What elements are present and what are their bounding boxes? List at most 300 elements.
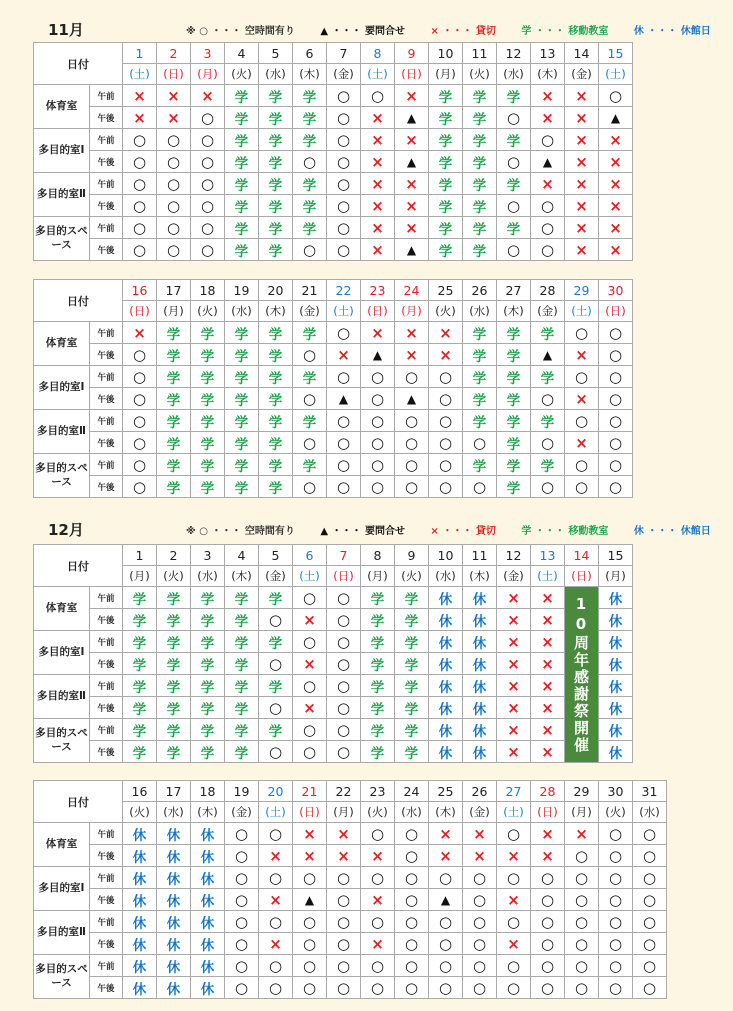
school-mark: 学 <box>540 414 555 431</box>
availability-cell <box>293 955 327 977</box>
availability-cell <box>463 977 497 999</box>
availability-cell <box>259 344 293 366</box>
available-mark: ○ <box>268 610 283 629</box>
period-label: 午前 <box>90 366 123 388</box>
day-of-week: (月) <box>191 64 225 85</box>
availability-cell <box>293 609 327 631</box>
school-mark: 学 <box>370 723 385 740</box>
day-of-week: (日) <box>361 301 395 322</box>
availability-cell <box>157 823 191 845</box>
available-mark: ○ <box>506 152 521 171</box>
availability-cell <box>599 609 633 631</box>
availability-cell <box>259 609 293 631</box>
available-mark: ○ <box>438 934 453 953</box>
school-mark: 学 <box>540 326 555 343</box>
school-mark: 学 <box>268 326 283 343</box>
day-of-week: (木) <box>463 566 497 587</box>
closed-mark: 休 <box>438 657 453 674</box>
availability-cell <box>395 454 429 476</box>
availability-cell <box>429 129 463 151</box>
availability-cell <box>157 587 191 609</box>
availability-cell <box>429 476 463 498</box>
day-of-week: (月) <box>599 566 633 587</box>
availability-cell <box>157 151 191 173</box>
availability-cell <box>599 845 633 867</box>
availability-cell <box>633 911 667 933</box>
availability-cell <box>463 85 497 107</box>
available-mark: ○ <box>608 455 623 474</box>
availability-cell <box>497 631 531 653</box>
available-mark: ○ <box>336 174 351 193</box>
day-number: 15 <box>599 545 633 566</box>
closed-mark: 休 <box>438 723 453 740</box>
legend-available: ※ ○ ・・・ 空時間有り <box>186 526 295 537</box>
school-mark: 学 <box>132 745 147 762</box>
table-row <box>34 173 633 195</box>
table-row <box>34 911 667 933</box>
availability-cell <box>259 85 293 107</box>
school-mark: 学 <box>234 635 249 652</box>
school-mark: 学 <box>200 392 215 409</box>
availability-cell <box>497 719 531 741</box>
inquire-mark: ▲ <box>406 154 417 169</box>
availability-cell <box>395 129 429 151</box>
availability-cell <box>531 366 565 388</box>
room-name: 多目的室Ⅱ <box>34 410 90 454</box>
availability-cell <box>429 933 463 955</box>
day-number: 13 <box>531 43 565 64</box>
day-number: 21 <box>293 781 327 802</box>
school-mark: 学 <box>302 370 317 387</box>
availability-cell <box>191 675 225 697</box>
availability-cell <box>531 129 565 151</box>
school-mark: 学 <box>166 436 181 453</box>
availability-cell <box>327 697 361 719</box>
availability-cell <box>157 741 191 763</box>
table-row <box>34 217 633 239</box>
closed-mark: 休 <box>132 871 147 888</box>
availability-cell <box>191 697 225 719</box>
reserved-mark: × <box>507 654 520 673</box>
school-mark: 学 <box>132 723 147 740</box>
school-mark: 学 <box>268 243 283 260</box>
availability-cell <box>293 719 327 741</box>
availability-cell <box>259 867 293 889</box>
availability-cell <box>429 587 463 609</box>
school-mark: 学 <box>506 458 521 475</box>
availability-cell <box>565 955 599 977</box>
availability-cell <box>361 151 395 173</box>
table-row <box>34 85 633 107</box>
available-mark: ○ <box>132 196 147 215</box>
availability-cell <box>191 631 225 653</box>
available-mark: ○ <box>302 240 317 259</box>
day-number: 7 <box>327 545 361 566</box>
table-row <box>34 955 667 977</box>
available-mark: ○ <box>506 978 521 997</box>
available-mark: ○ <box>268 824 283 843</box>
availability-cell <box>429 845 463 867</box>
availability-cell <box>531 977 565 999</box>
availability-cell <box>123 454 157 476</box>
reserved-mark: × <box>541 86 554 105</box>
availability-cell <box>361 741 395 763</box>
availability-cell <box>259 955 293 977</box>
available-mark: ○ <box>132 455 147 474</box>
availability-cell <box>123 977 157 999</box>
reserved-mark: × <box>541 588 554 607</box>
table-row <box>34 845 667 867</box>
available-mark: ○ <box>336 890 351 909</box>
available-mark: ○ <box>268 868 283 887</box>
availability-cell <box>463 933 497 955</box>
closed-mark: 休 <box>200 915 215 932</box>
availability-cell <box>531 239 565 261</box>
availability-cell <box>225 889 259 911</box>
day-of-week: (金) <box>463 802 497 823</box>
availability-cell <box>123 675 157 697</box>
availability-cell <box>327 631 361 653</box>
availability-cell <box>599 151 633 173</box>
closed-mark: 休 <box>132 849 147 866</box>
availability-cell <box>157 173 191 195</box>
available-mark: ○ <box>574 846 589 865</box>
period-label: 午前 <box>90 129 123 151</box>
availability-cell <box>327 366 361 388</box>
day-of-week: (土) <box>259 802 293 823</box>
school-mark: 学 <box>438 111 453 128</box>
period-label: 午後 <box>90 239 123 261</box>
closed-mark: 休 <box>608 701 623 718</box>
closed-mark: 休 <box>200 981 215 998</box>
day-number: 23 <box>361 280 395 301</box>
room-name: 多目的室Ⅰ <box>34 366 90 410</box>
available-mark: ○ <box>370 978 385 997</box>
availability-cell <box>531 845 565 867</box>
period-label: 午後 <box>90 107 123 129</box>
day-of-week: (水) <box>191 566 225 587</box>
closed-mark: 休 <box>472 613 487 630</box>
available-mark: ○ <box>302 632 317 651</box>
school-mark: 学 <box>472 111 487 128</box>
closed-mark: 休 <box>472 591 487 608</box>
availability-cell <box>463 476 497 498</box>
school-mark: 学 <box>472 370 487 387</box>
school-mark: 学 <box>200 679 215 696</box>
availability-cell <box>395 933 429 955</box>
available-mark: ○ <box>336 152 351 171</box>
school-mark: 学 <box>166 679 181 696</box>
availability-cell <box>259 631 293 653</box>
availability-cell <box>395 322 429 344</box>
school-mark: 学 <box>472 133 487 150</box>
availability-cell <box>531 388 565 410</box>
school-mark: 学 <box>472 414 487 431</box>
available-mark: ○ <box>404 868 419 887</box>
availability-cell <box>361 454 395 476</box>
school-mark: 学 <box>200 591 215 608</box>
availability-cell <box>361 845 395 867</box>
day-of-week: (土) <box>361 64 395 85</box>
closed-mark: 休 <box>166 849 181 866</box>
school-mark: 学 <box>268 414 283 431</box>
availability-cell <box>463 697 497 719</box>
availability-cell <box>599 85 633 107</box>
day-of-week: (火) <box>225 64 259 85</box>
availability-cell <box>429 239 463 261</box>
day-number: 24 <box>395 280 429 301</box>
day-of-week: (土) <box>293 566 327 587</box>
day-number: 19 <box>225 781 259 802</box>
available-mark: ○ <box>336 455 351 474</box>
availability-cell <box>259 107 293 129</box>
available-mark: ○ <box>608 978 623 997</box>
availability-cell <box>531 410 565 432</box>
available-mark: ○ <box>574 455 589 474</box>
availability-cell <box>463 867 497 889</box>
closed-mark: 休 <box>166 915 181 932</box>
available-mark: ○ <box>404 367 419 386</box>
availability-cell <box>191 741 225 763</box>
availability-cell <box>395 823 429 845</box>
school-mark: 学 <box>438 133 453 150</box>
reserved-mark: × <box>303 698 316 717</box>
available-mark: ○ <box>268 978 283 997</box>
available-mark: ○ <box>438 367 453 386</box>
closed-mark: 休 <box>166 827 181 844</box>
availability-cell <box>361 587 395 609</box>
available-mark: ○ <box>404 846 419 865</box>
available-mark: ○ <box>234 846 249 865</box>
school-mark: 学 <box>200 348 215 365</box>
availability-cell <box>429 410 463 432</box>
day-of-week: (土) <box>565 301 599 322</box>
school-mark: 学 <box>234 657 249 674</box>
availability-cell <box>361 889 395 911</box>
reserved-mark: × <box>507 610 520 629</box>
closed-mark: 休 <box>608 613 623 630</box>
day-number: 20 <box>259 280 293 301</box>
day-of-week: (木) <box>293 64 327 85</box>
date-header: 日付 <box>34 781 123 823</box>
day-number: 7 <box>327 43 361 64</box>
day-number: 18 <box>191 280 225 301</box>
available-mark: ○ <box>574 411 589 430</box>
school-mark: 学 <box>166 414 181 431</box>
school-mark: 学 <box>200 480 215 497</box>
reserved-mark: × <box>507 846 520 865</box>
availability-cell <box>633 889 667 911</box>
availability-cell <box>531 344 565 366</box>
available-mark: ○ <box>132 174 147 193</box>
table-row <box>34 653 633 675</box>
availability-cell <box>599 388 633 410</box>
availability-cell <box>361 631 395 653</box>
room-name: 多目的室Ⅱ <box>34 675 90 719</box>
availability-cell <box>395 388 429 410</box>
reserved-mark: × <box>609 152 622 171</box>
available-mark: ○ <box>132 477 147 496</box>
availability-cell <box>429 631 463 653</box>
school-mark: 学 <box>166 723 181 740</box>
availability-cell <box>599 741 633 763</box>
available-mark: ○ <box>370 411 385 430</box>
day-of-week: (日) <box>565 566 599 587</box>
availability-cell <box>531 85 565 107</box>
legend-reserved: × ・・・ 貸切 <box>430 26 496 37</box>
inquire-mark: ▲ <box>406 110 417 125</box>
available-mark: ○ <box>336 978 351 997</box>
availability-cell <box>599 587 633 609</box>
availability-cell <box>463 107 497 129</box>
availability-cell <box>123 889 157 911</box>
period-label: 午前 <box>90 911 123 933</box>
table-row <box>34 476 633 498</box>
available-mark: ○ <box>336 912 351 931</box>
table-row <box>34 366 633 388</box>
reserved-mark: × <box>439 323 452 342</box>
availability-cell <box>429 432 463 454</box>
closed-mark: 休 <box>132 827 147 844</box>
available-mark: ○ <box>370 433 385 452</box>
availability-cell <box>497 675 531 697</box>
availability-cell <box>497 410 531 432</box>
available-mark: ○ <box>370 455 385 474</box>
availability-cell <box>327 322 361 344</box>
availability-cell <box>463 410 497 432</box>
availability-cell <box>191 217 225 239</box>
available-mark: ○ <box>132 389 147 408</box>
day-of-week: (水) <box>225 301 259 322</box>
availability-cell <box>293 476 327 498</box>
reserved-mark: × <box>575 240 588 259</box>
availability-cell <box>157 719 191 741</box>
day-number: 8 <box>361 43 395 64</box>
available-mark: ○ <box>132 345 147 364</box>
availability-cell <box>599 195 633 217</box>
availability-cell <box>327 653 361 675</box>
available-mark: ○ <box>336 367 351 386</box>
availability-cell <box>225 410 259 432</box>
availability-cell <box>225 173 259 195</box>
availability-cell <box>225 107 259 129</box>
day-number: 1 <box>123 545 157 566</box>
school-mark: 学 <box>234 414 249 431</box>
available-mark: ○ <box>336 742 351 761</box>
available-mark: ○ <box>608 411 623 430</box>
closed-mark: 休 <box>132 937 147 954</box>
availability-cell <box>361 955 395 977</box>
school-mark: 学 <box>166 635 181 652</box>
availability-cell <box>395 889 429 911</box>
availability-cell <box>531 217 565 239</box>
school-mark: 学 <box>132 591 147 608</box>
availability-cell <box>565 85 599 107</box>
day-of-week: (月) <box>395 301 429 322</box>
table-row <box>34 195 633 217</box>
availability-cell <box>531 173 565 195</box>
closed-mark: 休 <box>438 745 453 762</box>
school-mark: 学 <box>200 613 215 630</box>
school-mark: 学 <box>234 745 249 762</box>
availability-cell <box>191 344 225 366</box>
available-mark: ○ <box>302 433 317 452</box>
availability-cell <box>157 911 191 933</box>
available-mark: ○ <box>608 323 623 342</box>
available-mark: ○ <box>200 196 215 215</box>
school-mark: 学 <box>438 243 453 260</box>
availability-cell <box>225 741 259 763</box>
available-mark: ○ <box>506 108 521 127</box>
availability-cell <box>225 239 259 261</box>
available-mark: ○ <box>506 956 521 975</box>
availability-cell <box>599 631 633 653</box>
availability-cell <box>293 151 327 173</box>
availability-cell <box>361 217 395 239</box>
availability-cell <box>531 719 565 741</box>
school-mark: 学 <box>268 458 283 475</box>
school-mark: 学 <box>234 221 249 238</box>
availability-cell <box>497 217 531 239</box>
available-mark: ○ <box>574 890 589 909</box>
availability-cell <box>123 432 157 454</box>
school-mark: 学 <box>234 133 249 150</box>
school-mark: 学 <box>438 89 453 106</box>
school-mark: 学 <box>302 199 317 216</box>
period-label: 午後 <box>90 741 123 763</box>
school-mark: 学 <box>234 591 249 608</box>
inquire-mark: ▲ <box>440 892 451 907</box>
day-of-week: (土) <box>531 566 565 587</box>
day-number: 28 <box>531 781 565 802</box>
period-label: 午後 <box>90 344 123 366</box>
reserved-mark: × <box>337 824 350 843</box>
availability-cell <box>191 719 225 741</box>
availability-cell <box>463 823 497 845</box>
school-mark: 学 <box>234 155 249 172</box>
reserved-mark: × <box>507 934 520 953</box>
school-mark: 学 <box>166 657 181 674</box>
availability-cell <box>123 107 157 129</box>
available-mark: ○ <box>166 130 181 149</box>
availability-cell <box>157 845 191 867</box>
available-mark: ○ <box>336 411 351 430</box>
availability-cell <box>429 911 463 933</box>
available-mark: ○ <box>540 389 555 408</box>
availability-cell <box>225 322 259 344</box>
day-number: 13 <box>531 545 565 566</box>
availability-cell <box>361 388 395 410</box>
available-mark: ○ <box>370 956 385 975</box>
availability-cell <box>293 587 327 609</box>
availability-cell <box>395 697 429 719</box>
available-mark: ○ <box>438 411 453 430</box>
availability-cell <box>225 631 259 653</box>
reserved-mark: × <box>303 654 316 673</box>
availability-cell <box>531 476 565 498</box>
school-mark: 学 <box>234 177 249 194</box>
available-mark: ○ <box>608 389 623 408</box>
availability-cell <box>123 129 157 151</box>
reserved-mark: × <box>405 323 418 342</box>
availability-cell <box>633 977 667 999</box>
availability-cell <box>565 454 599 476</box>
availability-cell <box>191 933 225 955</box>
month-title: 11月 <box>48 21 84 39</box>
school-mark: 学 <box>404 701 419 718</box>
availability-cell <box>225 609 259 631</box>
reserved-mark: × <box>609 196 622 215</box>
